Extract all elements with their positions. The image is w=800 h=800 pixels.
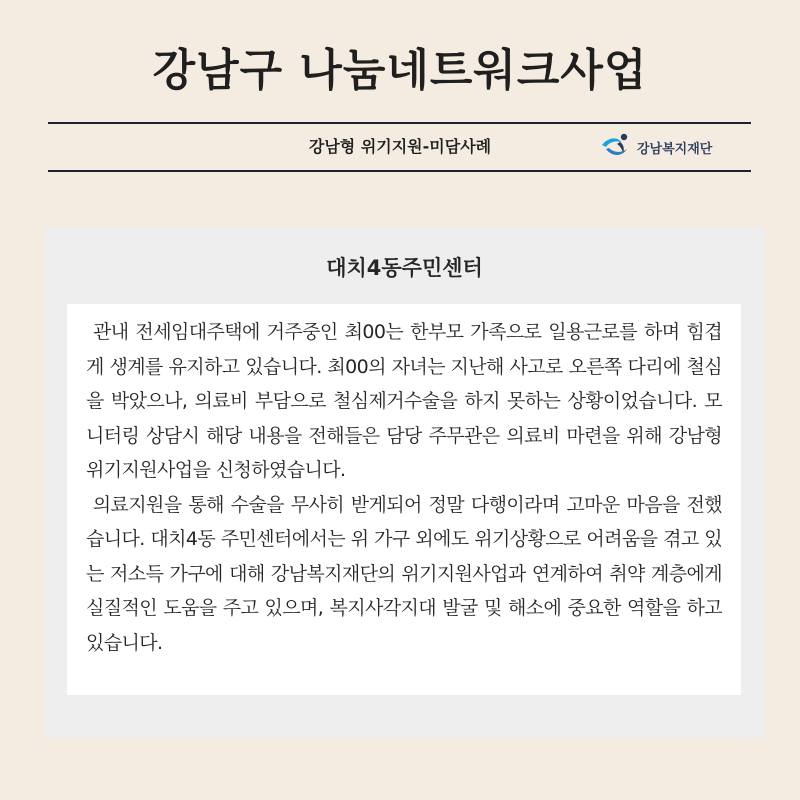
story-body (67, 304, 741, 695)
foundation-logo (600, 130, 740, 164)
page-title: 강남구 나눔네트워크사업 (152, 45, 648, 96)
card-heading: 대치4동주민센터 (326, 256, 483, 280)
logo-text: 강남복지재단 (637, 141, 713, 157)
story-paragraph: 의료지원을 통해 수술을 무사히 받게되어 정말 다행이라며 고마운 마음을 전했습니다. 대치4동 주민센터에서는 위 가구 외에도 위기상황으로 어려움을 겪고 있는 저소득 가구에 대해 강남복지재단의 위기지원사업과 연계하여 취약 계층에게 실질적인 도움을 주고 있으며, 복지사각지대 발굴 및 해소에 중요한 역할을 하고 있습니다. (86, 493, 722, 654)
header-rule-bottom (48, 170, 751, 172)
story-paragraph: 관내 전세임대주택에 거주중인 최00는 한부모 가족으로 일용근로를 하며 힘겹게 생계를 유지하고 있습니다. 최00의 자녀는 지난해 사고로 오른쪽 다리에 철심을 박았으나, 의료비 부담으로 철심제거수술을 하지 못하는 상황이었습니다. 모니터링 상담시 해당 내용을 전해들은 담당 주무관은 의료비 마련을 위해 강남형 위기지원사업을 신청하였습니다. (86, 321, 722, 481)
header-rule-top (48, 122, 751, 124)
story-card (45, 228, 764, 738)
subtitle: 강남형 위기지원-미담사례 (308, 137, 492, 156)
foundation-logo-icon (600, 132, 634, 162)
